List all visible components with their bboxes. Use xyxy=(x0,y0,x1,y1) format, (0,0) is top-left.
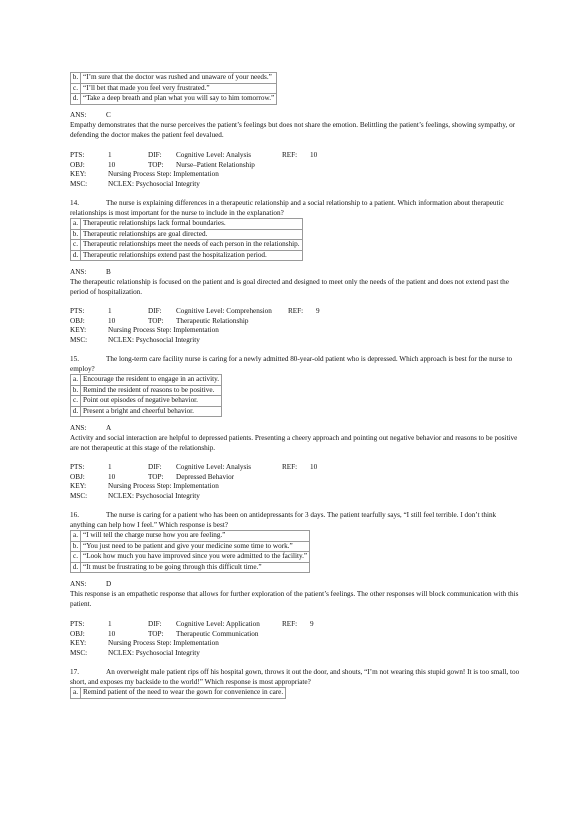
option-row[interactable]: a. Remind patient of the need to wear the gown for convenience in care. xyxy=(71,688,286,699)
option-row[interactable]: b. Therapeutic relationships are goal directed. xyxy=(71,229,303,240)
question-17-stem: 17. An overweight male patient rips off his hospital gown, throws it out the door, and shouts, “I’m not wearing this stupid gown! It is too small, too short, and exposes my backside to the world!” Which response is most appropriate? xyxy=(70,668,520,686)
option-row[interactable]: d. Present a bright and cheerful behavior. xyxy=(71,406,222,417)
question-15-options xyxy=(70,374,520,417)
meta-block: PTS: 1 DIF: Cognitive Level: Analysis REF: 10 OBJ: 10 TOP: Nurse–Patient Relationship KEY: Nursing Process Step: Implementation MSC: NCLEX: Psychosocial Integrity xyxy=(70,151,318,188)
rationale: This response is an empathetic response that allows for further exploration of the patient’s feelings. The other responses will block communication with this patient. xyxy=(70,590,519,608)
question-16-stem: 16. The nurse is caring for a patient who has been on antidepressants for 3 days. The patient tearfully says, “I still feel terrible. I don’t think anything can help how I feel.” Which response is best? xyxy=(70,511,497,529)
option-row[interactable]: d. “It must be frustrating to be going through this difficult time.” xyxy=(71,562,310,573)
option-row[interactable]: d. Therapeutic relationships extend past the hospitalization period. xyxy=(71,250,303,261)
rationale: Activity and social interaction are helpful to depressed patients. Presenting a cheery approach and pointing out negative behavior and reasons to be positive are not therapeutic at this stage of the relationship. xyxy=(70,434,518,452)
option-row[interactable]: c. “I’ll bet that made you feel very frustrated.” xyxy=(71,83,277,94)
options-table xyxy=(70,218,303,261)
option-row[interactable]: d. “Take a deep breath and plan what you will say to him tomorrow.” xyxy=(71,94,277,105)
option-row[interactable]: c. Therapeutic relationships meet the needs of each person in the relationship. xyxy=(71,240,303,251)
option-row[interactable]: a. “I will tell the charge nurse how you are feeling.” xyxy=(71,531,310,542)
meta-block: PTS: 1 DIF: Cognitive Level: Analysis REF: 10 OBJ: 10 TOP: Depressed Behavior KEY: Nursing Process Step: Implementation MSC: NCLEX: Psychosocial Integrity xyxy=(70,463,318,500)
question-15-stem: 15. The long-term care facility nurse is caring for a newly admitted 80-year-old patient who is depressed. Which approach is best for the nurse to employ? xyxy=(70,355,513,373)
question-17-options xyxy=(70,687,520,699)
question-16-options xyxy=(70,530,520,573)
meta-block: PTS: 1 DIF: Cognitive Level: Application REF: 9 OBJ: 10 TOP: Therapeutic Communication KEY: Nursing Process Step: Implementation MSC: NCLEX: Psychosocial Integrity xyxy=(70,620,314,657)
option-row[interactable]: c. Point out episodes of negative behavior. xyxy=(71,396,222,407)
question-14-options xyxy=(70,218,520,261)
meta-block: PTS: 1 DIF: Cognitive Level: Comprehension REF: 9 OBJ: 10 TOP: Therapeutic Relationship KEY: Nursing Process Step: Implementation MSC: NCLEX: Psychosocial Integrity xyxy=(70,307,320,344)
option-row[interactable]: b. Remind the resident of reasons to be positive. xyxy=(71,385,222,396)
options-table xyxy=(70,374,222,417)
option-row[interactable]: c. “Look how much you have improved since you were admitted to the facility.” xyxy=(71,552,310,563)
option-row[interactable]: a. Therapeutic relationships lack formal boundaries. xyxy=(71,219,303,230)
answer-line: ANS: B xyxy=(70,268,111,276)
answer-line: ANS: D xyxy=(70,580,112,588)
rationale: Empathy demonstrates that the nurse perceives the patient’s feelings but does not share the emotion. Belittling the patient’s feelings, showing sympathy, or defending the doctor makes the patient feel devalued. xyxy=(70,121,516,139)
rationale: The therapeutic relationship is focused on the patient and is goal directed and designed to meet only the needs of the patient and does not extend past the period of hospitalization. xyxy=(70,278,509,296)
options-table xyxy=(70,687,286,699)
answer-line: ANS: A xyxy=(70,424,112,432)
prev-options xyxy=(70,72,520,105)
options-table xyxy=(70,72,277,105)
option-row[interactable]: b. “You just need to be patient and give your medicine some time to work.” xyxy=(71,541,310,552)
question-14-stem: 14. The nurse is explaining differences in a therapeutic relationship and a social relationship to a patient. Which information about therapeutic relationships is most important for the nurse to include in the explanation? xyxy=(70,199,504,217)
option-row[interactable]: a. Encourage the resident to engage in an activity. xyxy=(71,375,222,386)
option-row[interactable]: b. “I’m sure that the doctor was rushed and unaware of your needs.” xyxy=(71,73,277,84)
options-table xyxy=(70,530,310,573)
answer-line: ANS: C xyxy=(70,111,111,119)
